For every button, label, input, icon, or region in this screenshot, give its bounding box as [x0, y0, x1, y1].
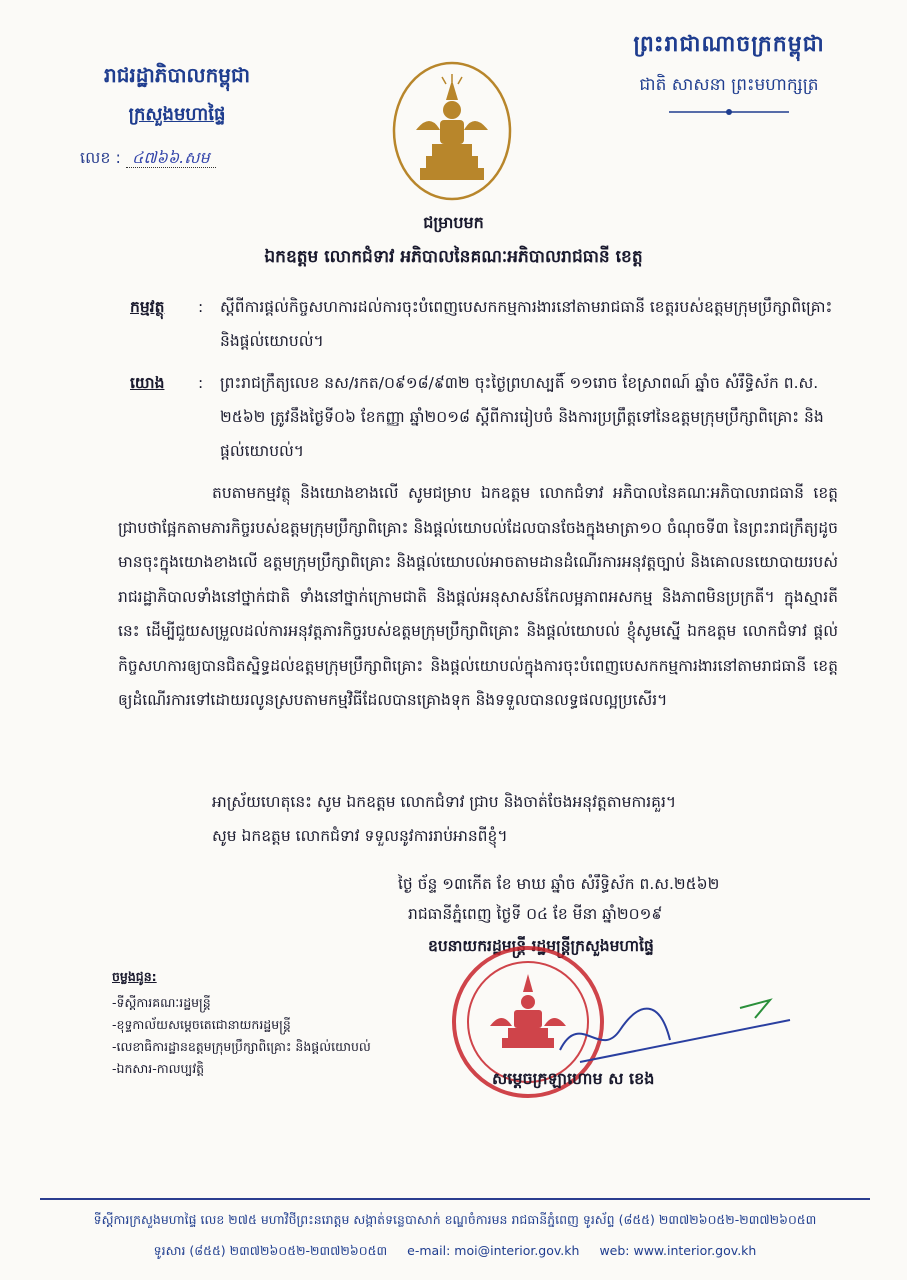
ornament-divider-icon: [669, 107, 789, 117]
addressee-name: ឯកឧត្តម លោកជំទាវ អភិបាលនៃគណៈអភិបាលរាជធានី ខេត្ត: [264, 247, 643, 267]
national-motto: ជាតិ សាសនា ព្រះមហាក្សត្រ: [639, 75, 819, 95]
subject-text: ស្តីពីការផ្តល់កិច្ចសហការដល់ការចុះបំពេញបេសកកម្មការងារនៅតាមរាជធានី ខេត្តរបស់ឧត្តមក្រុមប្រឹក្សាពិគ្រោះ និងផ្តល់យោបល់។: [220, 298, 833, 350]
body-paragraph-1-text: តបតាមកម្មវត្ថុ និងយោងខាងលើ សូមជម្រាប ឯកឧត្តម លោកជំទាវ អភិបាលនៃគណៈអភិបាលរាជធានី ខេត្ត ជ្រាបថាផ្អែកតាមភារកិច្ចរបស់ឧត្តមក្រុមប្រឹក្សាពិគ្រោះ និងផ្តល់យោបល់ដែលបានចែងក្នុងមាត្រា១០ ចំណុចទី៣ នៃព្រះរាជក្រឹត្យដូចមានចុះក្នុងយោងខាងលើ ឧត្តមក្រុមប្រឹក្សាពិគ្រោះ និងផ្តល់យោបល់អាចតាមដានដំណើរការអនុវត្តច្បាប់ និងគោលនយោបាយរបស់រាជរដ្ឋាភិបាលទាំងនៅថ្នាក់ជាតិ ទាំងនៅថ្នាក់ក្រោមជាតិ និងផ្តល់អនុសាសន៍កែលម្អភាពអសកម្ម និងភាពមិនប្រក្រតី។ ក្នុងស្មារតីនេះ ដើម្បីជួយសម្រួលដល់ការអនុវត្តភារកិច្ចរបស់ឧត្តមក្រុមប្រឹក្សាពិគ្រោះ និងផ្តល់យោបល់ ខ្ញុំសូមស្នើ ឯកឧត្តម លោកជំទាវ ផ្តល់កិច្ចសហការឲ្យបានជិតស្និទ្ធដល់ឧត្តមក្រុមប្រឹក្សាពិគ្រោះ និងផ្តល់យោបល់ក្នុងការចុះបំពេញបេសកកម្មការងារនៅតាមរាជធានី ខេត្ត ឲ្យដំណើរការទៅដោយរលូនស្របតាមកម្មវិធីដែលបានគ្រោងទុក និងទទួលបានលទ្ធផលល្អប្រសើរ។: [118, 484, 838, 709]
government-name: រាជរដ្ឋាភិបាលកម្ពុជា: [104, 63, 250, 87]
body-paragraph-2: អាស្រ័យហេតុនេះ សូម ឯកឧត្តម លោកជំទាវ ជ្រាប និងចាត់ចែងអនុវត្តតាមការគួរ។: [212, 793, 677, 811]
addressee-greeting: ជម្រាបមក: [423, 213, 484, 232]
reference-row: [100, 366, 840, 468]
handwritten-signature-icon: [540, 990, 820, 1080]
footer-divider: [40, 1198, 870, 1200]
cc-item: -ខុទ្ទកាល័យសម្តេចតេជោនាយករដ្ឋមន្ត្រី: [112, 1017, 291, 1032]
cc-list: [112, 966, 371, 1080]
ref-value: ៤៧៦៦.សម: [126, 148, 216, 168]
reference-number: [62, 147, 292, 171]
footer-contacts: [40, 1243, 870, 1262]
kingdom-header: [609, 30, 849, 117]
cc-item: -ទីស្តីការគណៈរដ្ឋមន្ត្រី: [112, 995, 211, 1010]
ministry-name: ក្រសួងមហាផ្ទៃ: [128, 104, 226, 125]
cc-item: -លេខាធិការដ្ឋានឧត្តមក្រុមប្រឹក្សាពិគ្រោះ និងផ្តល់យោបល់: [112, 1039, 371, 1054]
signatory-title: ឧបនាយករដ្ឋមន្ត្រី រដ្ឋមន្ត្រីក្រសួងមហាផ្ទៃ: [428, 937, 654, 955]
footer-email[interactable]: e-mail: moi@interior.gov.kh: [407, 1243, 580, 1258]
subject-colon: :: [198, 298, 204, 316]
ref-label: លេខ :: [80, 148, 121, 167]
cc-title: ចម្លងជូន:: [112, 969, 157, 984]
reference-text: ព្រះរាជក្រឹត្យលេខ នស/រកត/០៩១៨/៩៣២ ចុះថ្ងៃព្រហស្បតិ៍ ១១រោច ខែស្រាពណ៍ ឆ្នាំច សំរឹទ្ធិស័ក ព.ស. ២៥៦២ ត្រូវនឹងថ្ងៃទី០៦ ខែកញ្ញា ឆ្នាំ២០១៨ ស្តីពីការរៀបចំ និងការប្រព្រឹត្តទៅនៃឧត្តមក្រុមប្រឹក្សាពិគ្រោះ និងផ្តល់យោបល់។: [220, 374, 824, 460]
signatory-name: សម្តេចក្រឡាហោម ស ខេង: [492, 1069, 655, 1088]
reference-colon: :: [198, 374, 204, 392]
letter-footer: [40, 1198, 870, 1262]
footer-fax: ទូរសារ (៨៥៥) ២៣៧២៦០៥២-២៣៧២៦០៥៣: [153, 1243, 388, 1258]
body-paragraph-3: សូម ឯកឧត្តម លោកជំទាវ ទទួលនូវការរាប់អានពីខ្ញុំ។: [212, 827, 508, 845]
footer-address: ទីស្តីការក្រសួងមហាផ្ទៃ លេខ ២៧៥ មហាវិថីព្រះនរោត្តម សង្កាត់ទន្លេបាសាក់ ខណ្ឌចំការមន រាជធានីភ្នំពេញ ទូរស័ព្ទ (៨៥៥) ២៣៧២៦០៥២-២៣៧២៦០៥៣: [93, 1212, 817, 1227]
subject-label: កម្មវត្ថុ: [130, 298, 165, 316]
reference-label: យោង: [130, 374, 165, 392]
ministry-header: [62, 62, 292, 171]
footer-web[interactable]: web: www.interior.gov.kh: [599, 1243, 757, 1258]
ministry-emblem-icon: [390, 60, 514, 202]
addressee-block: [0, 212, 907, 271]
body-paragraph-1: [118, 476, 838, 718]
date-lunar: ថ្ងៃ ច័ន្ទ ១៣កើត ខែ មាឃ ឆ្នាំច សំរឹទ្ធិស័ក ព.ស.២៥៦២: [398, 875, 720, 893]
date-solar: រាជធានីភ្នំពេញ ថ្ងៃទី ០៤ ខែ មីនា ឆ្នាំ២០១៩: [408, 905, 663, 923]
kingdom-title: ព្រះរាជាណាចក្រកម្ពុជា: [633, 32, 825, 57]
subject-row: [100, 290, 840, 358]
cc-item: -ឯកសារ-កាលប្បវត្តិ: [112, 1061, 205, 1076]
